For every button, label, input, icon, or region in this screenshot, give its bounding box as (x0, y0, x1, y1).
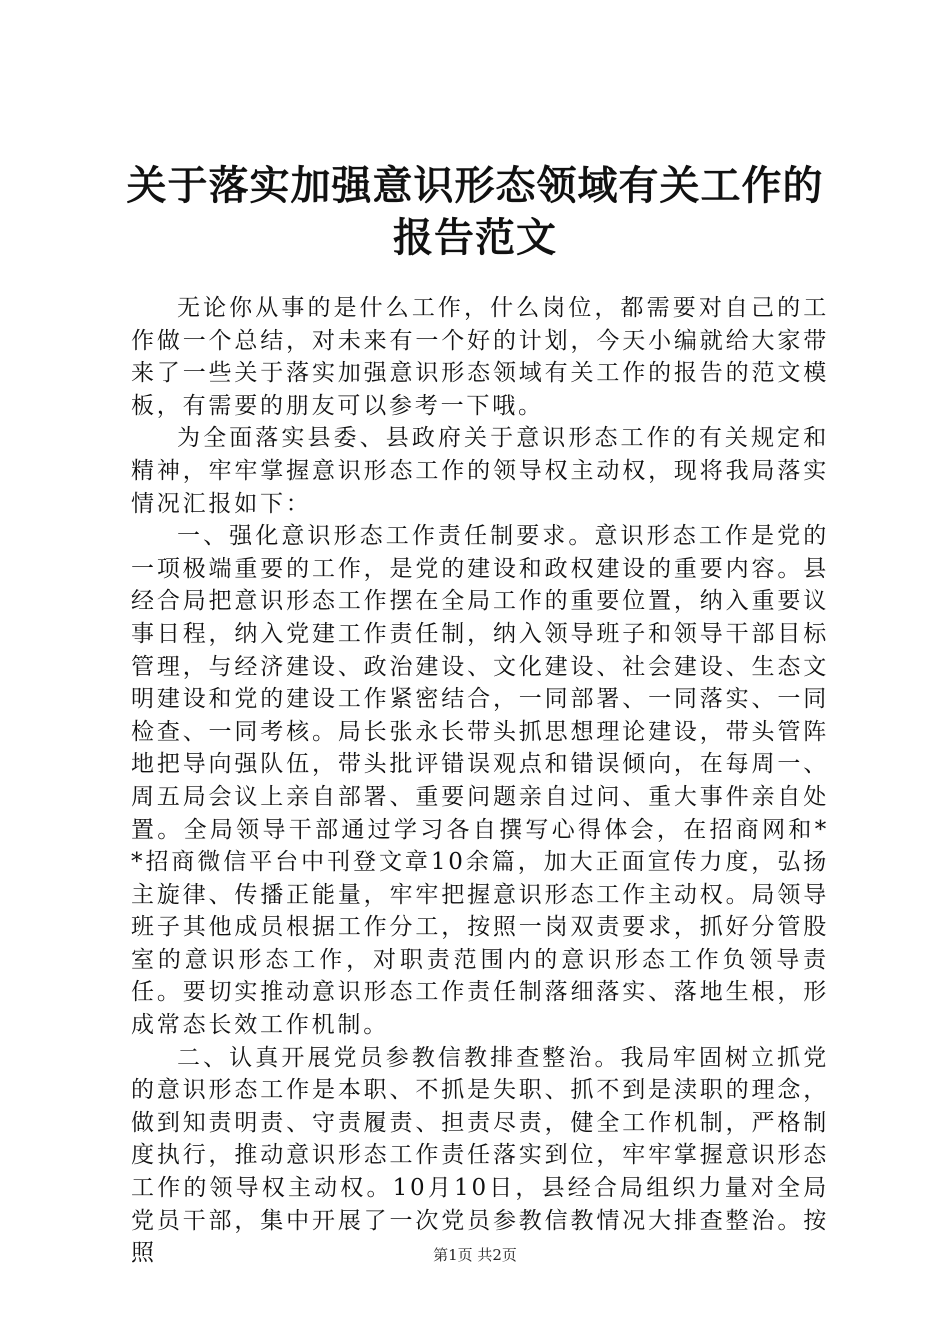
page-number-footer: 第1页 共2页 (433, 1246, 517, 1264)
document-title: 关于落实加强意识形态领域有关工作的报告范文 (126, 162, 824, 261)
document-body (131, 292, 829, 1270)
body-paragraph-preface: 为全面落实县委、县政府关于意识形态工作的有关规定和精神，牢牢掌握意识形态工作的领导权主动权，现将我局落实情况汇报如下： (131, 425, 829, 517)
body-paragraph-section-2: 二、认真开展党员参教信教排查整治。我局牢固树立抓党的意识形态工作是本职、不抓是失职、抓不到是渎职的理念，做到知责明责、守责履责、担责尽责，健全工作机制，严格制度执行，推动意识形态工作责任落实到位，牢牢掌握意识形态工作的领导权主动权。10月10日，县经合局组织力量对全局党员干部，集中开展了一次党员参教信教情况大排查整治。按照 (131, 1044, 829, 1267)
body-paragraph-section-1: 一、强化意识形态工作责任制要求。意识形态工作是党的一项极端重要的工作，是党的建设和政权建设的重要内容。县经合局把意识形态工作摆在全局工作的重要位置，纳入重要议事日程，纳入党建工作责任制，纳入领导班子和领导干部目标管理，与经济建设、政治建设、文化建设、社会建设、生态文明建设和党的建设工作紧密结合，一同部署、一同落实、一同检查、一同考核。局长张永长带头抓思想理论建设，带头管阵地把导向强队伍，带头批评错误观点和错误倾向，在每周一、周五局会议上亲自部署、重要问题亲自过问、重大事件亲自处置。全局领导干部通过学习各自撰写心得体会，在招商网和**招商微信平台中刊登文章10余篇，加大正面宣传力度，弘扬主旋律、传播正能量，牢牢把握意识形态工作主动权。局领导班子其他成员根据工作分工，按照一岗双责要求，抓好分管股室的意识形态工作，对职责范围内的意识形态工作负领导责任。要切实推动意识形态工作责任制落细落实、落地生根，形成常态长效工作机制。 (131, 523, 829, 1039)
body-paragraph-intro: 无论你从事的是什么工作，什么岗位，都需要对自己的工作做一个总结，对未来有一个好的计划，今天小编就给大家带来了一些关于落实加强意识形态领域有关工作的报告的范文模板，有需要的朋友可以参考一下哦。 (131, 295, 829, 419)
